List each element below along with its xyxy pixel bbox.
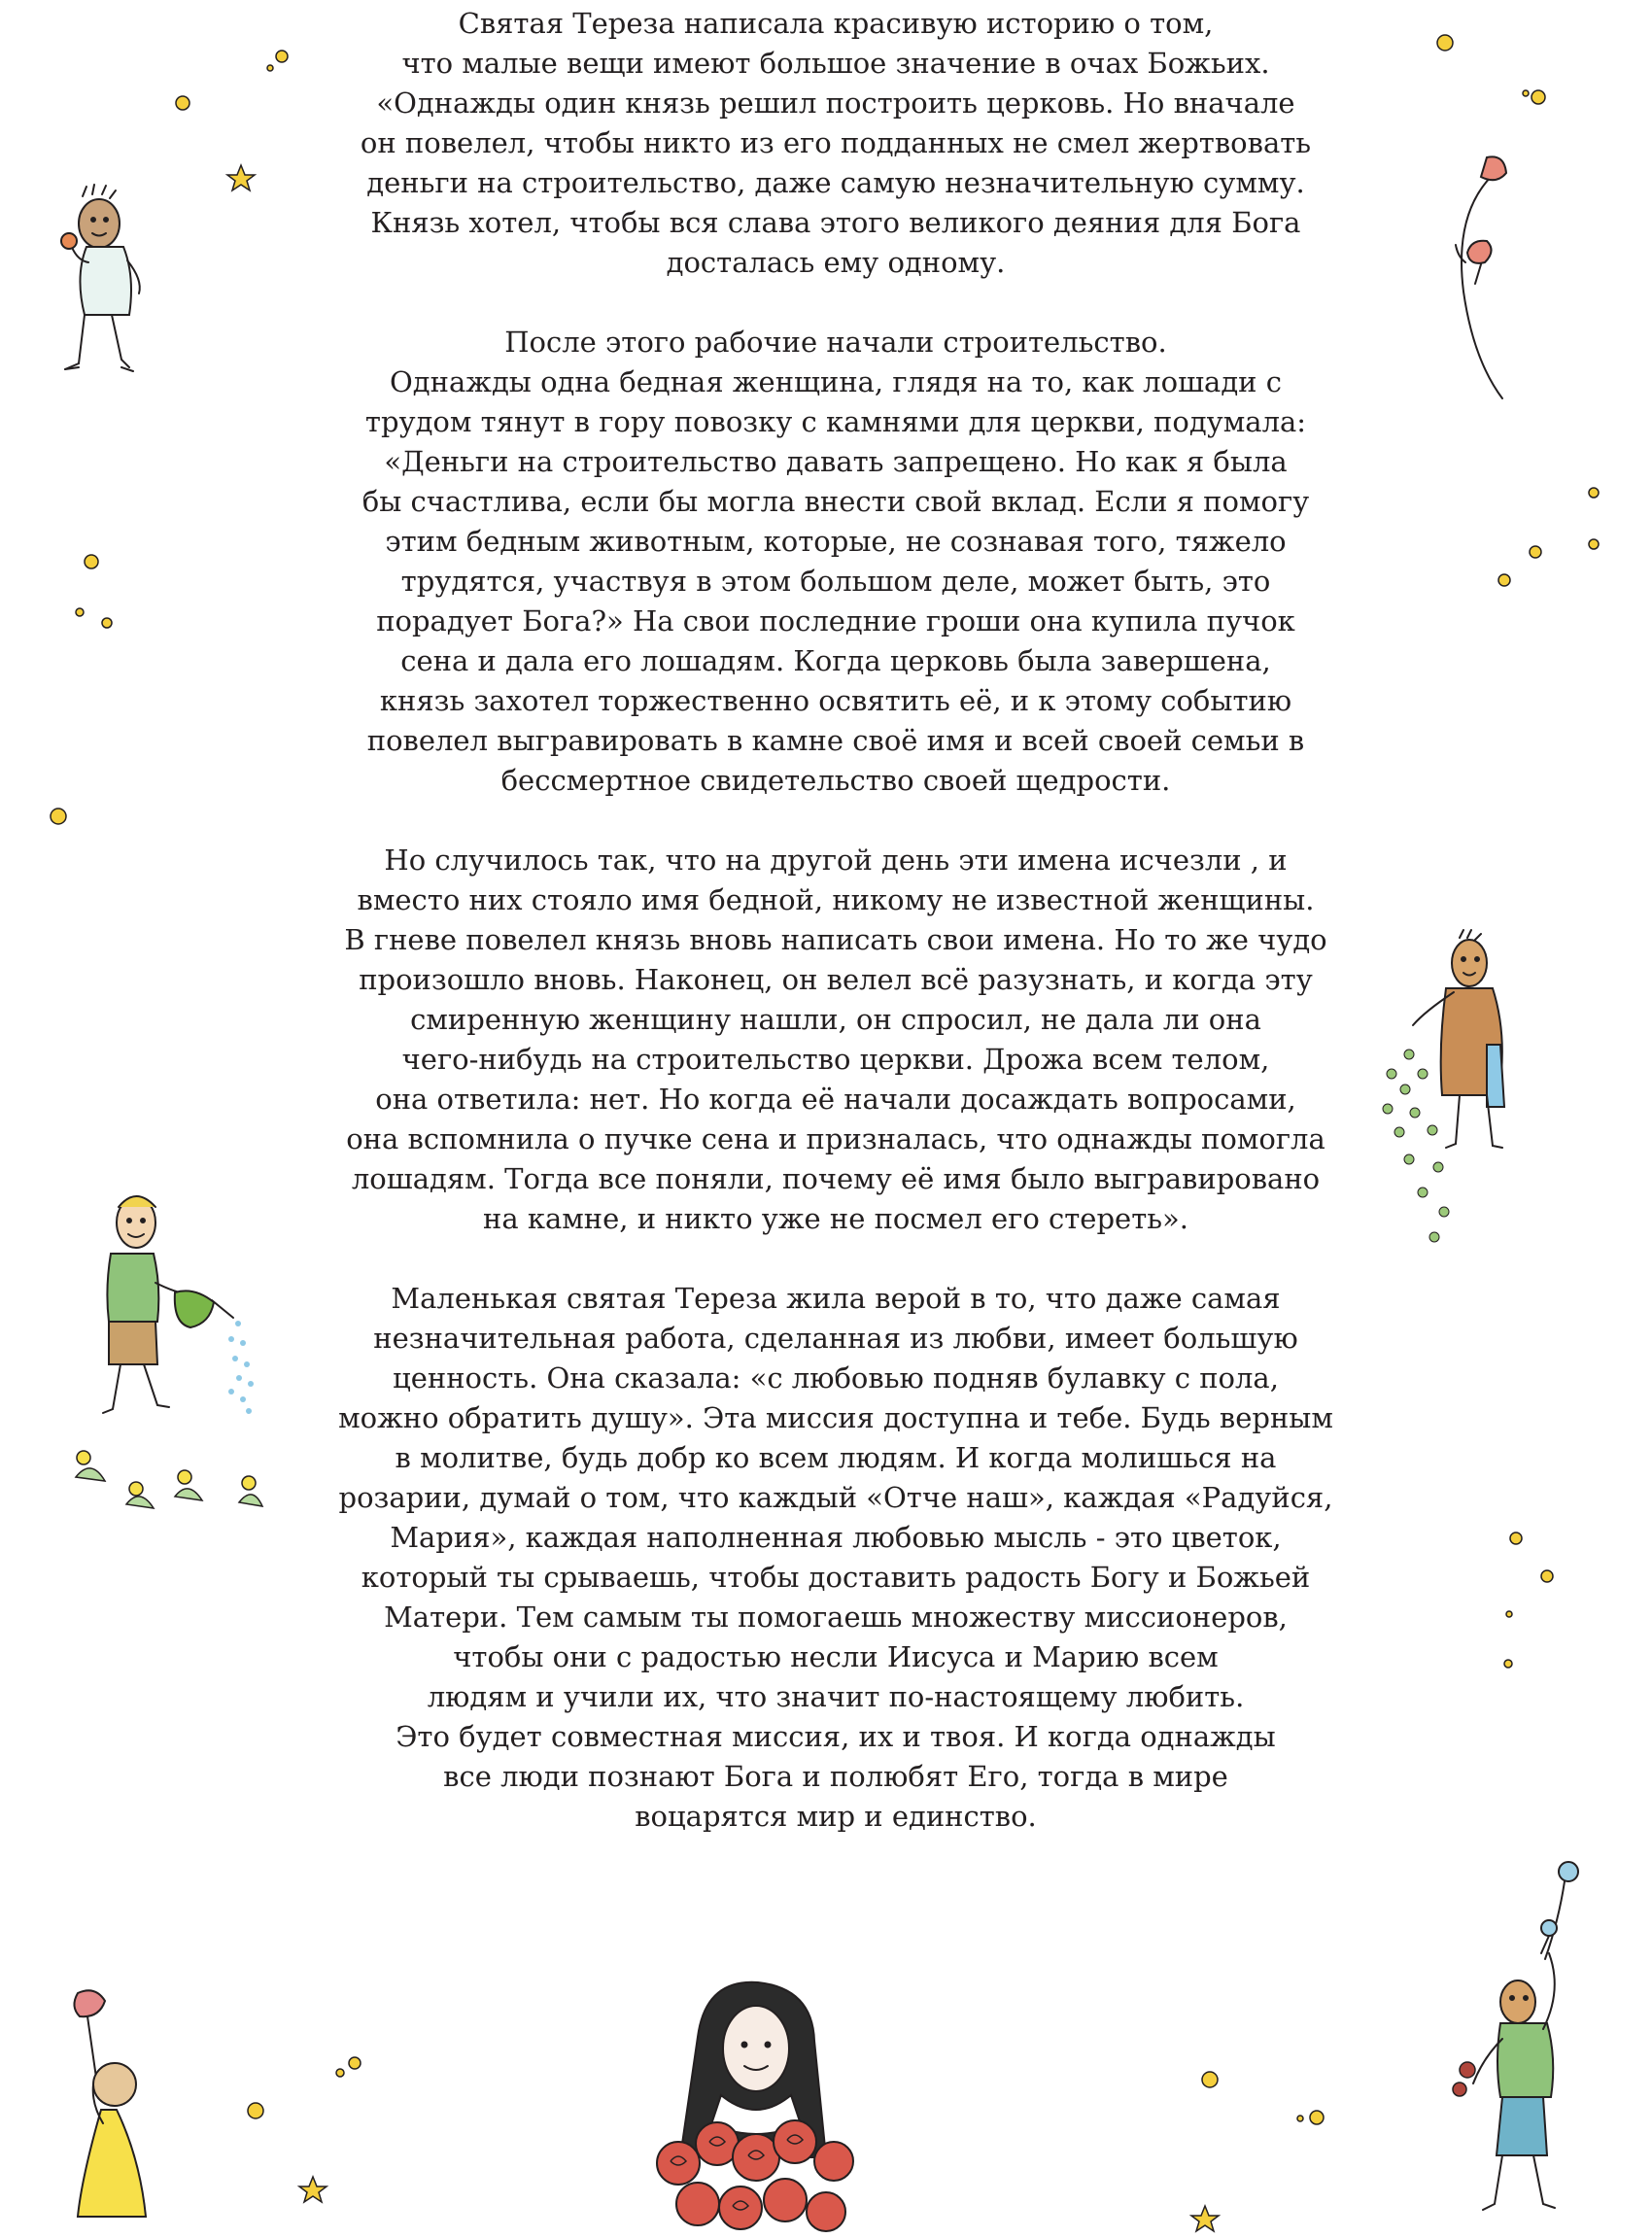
story-line: в молитве, будь добр ко всем людям. И когда молишься на (395, 1441, 1277, 1474)
story-line: незначительная работа, сделанная из любви, имеет большую (373, 1322, 1298, 1355)
story-line: Мария», каждая наполненная любовью мысль - это цветок, (390, 1521, 1282, 1554)
girl-with-kite-illustration (58, 1987, 165, 2238)
story-line: бы счастлива, если бы могла внести свой вклад. Если я помогу (361, 485, 1310, 518)
story-line: «Деньги на строительство давать запрещено. Но как я была (384, 445, 1288, 478)
story-line: людям и учили их, что значит по-настоящему любить. (427, 1680, 1245, 1713)
story-line: можно обратить душу». Эта миссия доступна и тебе. Будь верным (338, 1401, 1333, 1434)
story-line: что малые вещи имеют большое значение в очах Божьих. (401, 47, 1270, 80)
story-line: сена и дала его лошадям. Когда церковь была завершена, (400, 644, 1271, 677)
hanging-flowers-illustration (1448, 155, 1526, 408)
story-line: Святая Тереза написала красивую историю о том, (458, 7, 1214, 40)
story-line: повелел выгравировать в камне своё имя и всей своей семьи в (366, 724, 1305, 757)
story-line: После этого рабочие начали строительство. (504, 326, 1167, 359)
story-line: Однажды одна бедная женщина, глядя на то, как лошади с (390, 365, 1282, 398)
story-line: князь захотел торжественно освятить её, и к этому событию (379, 684, 1292, 717)
story-line: Матери. Тем самым ты помогаешь множеству миссионеров, (384, 1601, 1288, 1634)
story-line: который ты срываешь, чтобы доставить радость Богу и Божьей (361, 1561, 1311, 1594)
story-line: Князь хотел, чтобы вся слава этого великого деяния для Бога (370, 206, 1301, 239)
story-line: трудом тянут в гору повозку с камнями для церкви, подумала: (364, 405, 1307, 438)
boy-watering-plants-illustration (68, 1186, 262, 1516)
boy-reaching-flower-illustration (1438, 1856, 1594, 2238)
story-line: чего-нибудь на строительство церкви. Дрожа всем телом, (401, 1043, 1270, 1076)
story-line: ценность. Она сказала: «с любовью подняв булавку с пола, (393, 1361, 1279, 1394)
story-line: розарии, думай о том, что каждый «Отче наш», каждая «Радуйся, (338, 1481, 1333, 1514)
story-line: вместо них стояло имя бедной, никому не известной женщины. (357, 883, 1315, 916)
story-line: В гневе повелел князь вновь написать свои имена. Но то же чудо (344, 923, 1327, 956)
story-line: воцарятся мир и единство. (635, 1800, 1037, 1833)
story-line: чтобы они с радостью несли Иисуса и Марию всем (453, 1640, 1219, 1673)
story-line: смиренную женщину нашли, он спросил, не дала ли она (410, 1003, 1261, 1036)
saint-therese-with-roses-illustration (659, 1979, 853, 2238)
story-line: этим бедным животным, которые, не сознавая того, тяжело (385, 525, 1287, 558)
story-line: произошло вновь. Наконец, он велел всё разузнать, и когда эту (359, 963, 1313, 996)
story-line: «Однажды один князь решил построить церковь. Но вначале (376, 86, 1295, 120)
story-line: досталась ему одному. (666, 246, 1006, 279)
story-line: трудятся, участвуя в этом большом деле, может быть, это (400, 565, 1271, 598)
man-sowing-seeds-illustration (1380, 928, 1535, 1278)
story-line: бессмертное свидетельство своей щедрости. (500, 764, 1171, 797)
story-line: все люди познают Бога и полюбят Его, тогда в мире (443, 1760, 1228, 1793)
story-line: деньги на строительство, даже самую незначительную сумму. (366, 166, 1305, 199)
story-line: Маленькая святая Тереза жила верой в то, что даже самая (391, 1282, 1281, 1315)
story-line: Но случилось так, что на другой день эти имена исчезли , и (384, 844, 1288, 877)
story-line: лошадям. Тогда все поняли, почему её имя было выгравировано (351, 1162, 1321, 1195)
story-line: на камне, и никто уже не посмел его стереть». (482, 1202, 1188, 1235)
story-line: порадует Бога?» На свои последние гроши она купила пучок (376, 604, 1295, 637)
boy-with-flower-illustration (53, 185, 160, 408)
story-line: она ответила: нет. Но когда её начали досаждать вопросами, (375, 1083, 1296, 1116)
story-line: Это будет совместная миссия, их и твоя. И когда однажды (396, 1720, 1276, 1753)
story-line: он повелел, чтобы никто из его подданных не смел жертвовать (360, 126, 1312, 159)
story-line: она вспомнила о пучке сена и призналась, что однажды помогла (346, 1122, 1325, 1155)
